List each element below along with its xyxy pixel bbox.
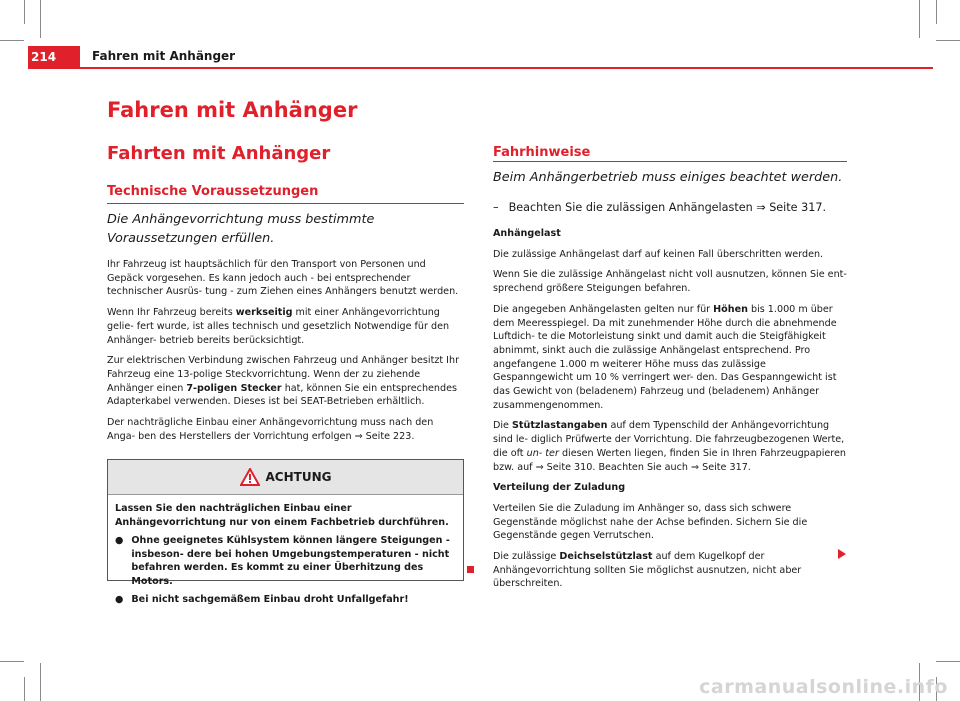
crop-mark bbox=[24, 0, 25, 24]
watermark: carmanualsonline.info bbox=[699, 676, 948, 698]
subheading: Anhängelast bbox=[493, 228, 561, 239]
paragraph: Verteilen Sie die Zuladung im Anhänger so, dass sich schwere Gegenstände möglichst nahe der Achse befinden. Sichern Sie die Gegenstände gegen Verrutschen. bbox=[493, 502, 808, 542]
crop-mark bbox=[40, 0, 41, 38]
crop-mark bbox=[936, 0, 937, 24]
chapter-title: Fahren mit Anhänger bbox=[107, 98, 358, 122]
paragraph: Der nachträgliche Einbau einer Anhängevorrichtung muss nach den Anga- ben des Herstellers der Vorrichtung erfolgen ⇒ Seite 223. bbox=[107, 417, 434, 442]
paragraph: Wenn Sie die zulässige Anhängelast nicht voll ausnutzen, können Sie ent- sprechend größere Steigungen befahren. bbox=[493, 269, 847, 295]
paragraph: Die angegeben Anhängelasten gelten nur für Höhen bis 1.000 m über dem Meeresspiegel. Da mit zunehmender Höhe durch die abnehmende Luftdich- te die Motorleistung sinkt und damit auch die Steigfähigkeit abnimmt, sinkt auch die zulässige Anhängelast entsprechend. Pro angefangene 1.000 m weiterer Höhe muss das zulässige Gespanngewicht um 10 % verringert wer- den. Das Gespanngewicht ist das Gewicht von (beladenem) Fahrzeug und (beladenem) Anhänger zusammengenommen. bbox=[493, 303, 837, 411]
subsection-title-left: Technische Voraussetzungen bbox=[107, 184, 319, 199]
paragraph: Ihr Fahrzeug ist hauptsächlich für den Transport von Personen und Gepäck vorgesehen. Es kann jedoch auch - bei entsprechender technischer Ausrüs- tung - zum Ziehen eines Anhängers benutzt werden. bbox=[107, 259, 459, 298]
crop-mark bbox=[936, 661, 960, 662]
warning-header bbox=[108, 460, 463, 495]
warning-bullet-text: Bei nicht sachgemäßem Einbau droht Unfallgefahr! bbox=[131, 594, 409, 605]
subsection-rule-right bbox=[493, 161, 847, 162]
crop-mark bbox=[919, 0, 920, 38]
right-lead: Beim Anhängerbetrieb muss einiges beachtet werden. bbox=[493, 170, 843, 185]
section-title: Fahrten mit Anhänger bbox=[107, 143, 331, 164]
bullet-icon: ● bbox=[115, 594, 124, 605]
crop-mark bbox=[40, 663, 41, 701]
paragraph: Zur elektrischen Verbindung zwischen Fahrzeug und Anhänger besitzt Ihr Fahrzeug eine 13-polige Steckvorrichtung. Wenn der zu ziehende Anhänger einen 7-poligen Stecker hat, können Sie ein entsprechendes Adapterkabel verwenden. Dieses ist bei SEAT-Betrieben erhältlich. bbox=[107, 355, 460, 408]
page-number: 214 bbox=[28, 46, 80, 68]
paragraph: Wenn Ihr Fahrzeug bereits werkseitig mit einer Anhängevorrichtung gelie- fert wurde, ist alles technisch und gesetzlich Notwendige für den Anhänger- betrieb bereits berücksichtigt. bbox=[107, 307, 450, 346]
dash-icon: – bbox=[493, 201, 499, 214]
running-header: Fahren mit Anhänger bbox=[92, 49, 236, 63]
continue-arrow-icon bbox=[838, 549, 846, 559]
warning-title: ACHTUNG bbox=[265, 470, 332, 484]
warning-bullet bbox=[115, 593, 456, 607]
bullet-icon: ● bbox=[115, 535, 124, 546]
instruction-text: Beachten Sie die zulässigen Anhängelasten ⇒ Seite 317. bbox=[508, 201, 827, 214]
section-end-icon bbox=[467, 566, 474, 573]
left-lead: Die Anhängevorrichtung muss bestimmte Voraussetzungen erfüllen. bbox=[107, 212, 375, 246]
warning-triangle-icon bbox=[240, 468, 260, 486]
paragraph: Die Stützlastangaben auf dem Typenschild der Anhängevorrichtung sind le- diglich Prüfwerte der Vorrichtung. Die fahrzeugbezogenen Werte, die oft un- ter diesen Werten liegen, finden Sie in Ihren Fahrzeugpapieren bzw. auf ⇒ Seite 310. Beachten Sie auch ⇒ Seite 317. bbox=[493, 420, 847, 473]
warning-box bbox=[107, 459, 464, 605]
crop-mark bbox=[936, 40, 960, 41]
subsection-title-right: Fahrhinweise bbox=[493, 145, 591, 160]
right-column bbox=[493, 168, 847, 598]
header-rule bbox=[28, 67, 933, 69]
subsection-rule-left bbox=[107, 203, 464, 204]
left-column bbox=[107, 210, 464, 450]
instruction-item bbox=[493, 200, 847, 215]
crop-mark bbox=[24, 677, 25, 701]
warning-bullet-text: Ohne geeignetes Kühlsystem können längere Steigungen - insbeson- dere bei hohen Umgebungstemperaturen - nicht befahren werden. Es kommt zu einer Überhitzung des Motors. bbox=[131, 535, 450, 587]
paragraph: Die zulässige Deichselstützlast auf dem Kugelkopf der Anhängevorrichtung sollten Sie möglichst ausnutzen, nicht aber überschreiten. bbox=[493, 551, 802, 590]
subheading: Verteilung der Zuladung bbox=[493, 482, 626, 494]
crop-mark bbox=[0, 661, 24, 662]
warning-body bbox=[108, 495, 463, 607]
warning-intro: Lassen Sie den nachträglichen Einbau einer Anhängevorrichtung nur von einem Fachbetrieb durchführen. bbox=[115, 503, 449, 528]
crop-mark bbox=[0, 40, 24, 41]
paragraph: Die zulässige Anhängelast darf auf keinen Fall überschritten werden. bbox=[493, 248, 824, 260]
warning-bullet bbox=[115, 534, 456, 588]
